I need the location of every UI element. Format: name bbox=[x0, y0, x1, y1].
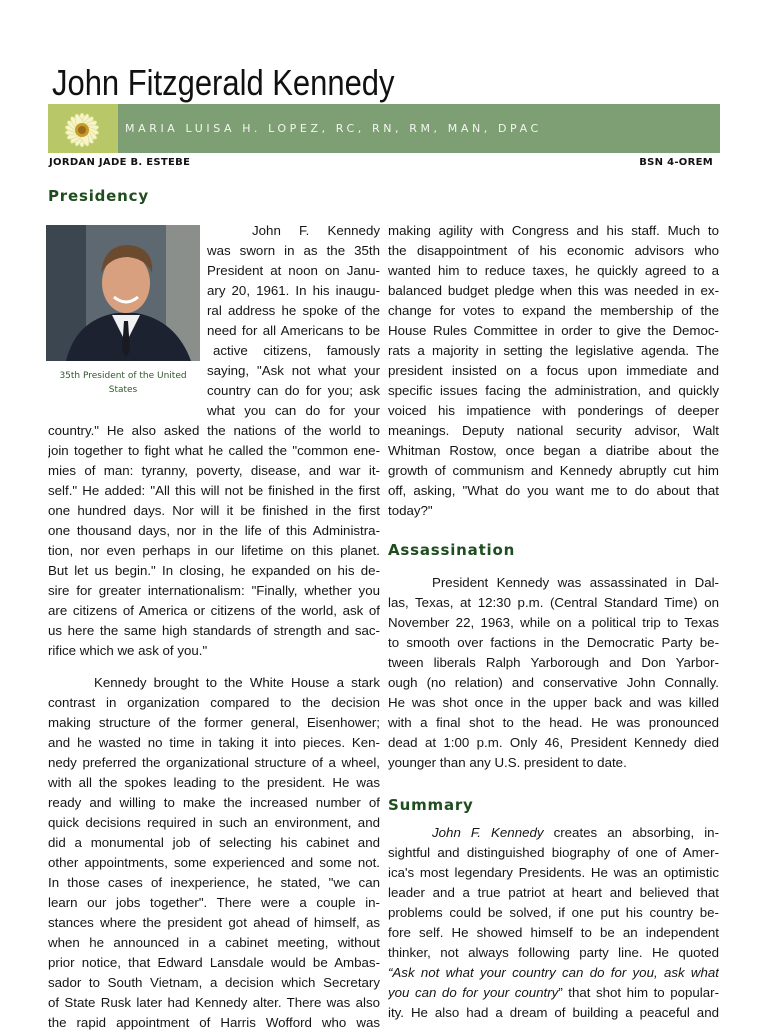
kennedy-portrait bbox=[46, 225, 200, 361]
left-lines-line: ary 20, 1961. In his inaugu- bbox=[207, 283, 380, 298]
right-pres-lines-line: balanced budget pledge when this was needed in ex- bbox=[388, 283, 719, 298]
summary-line: ity. He also had a dream of building a peaceful and bbox=[388, 1005, 719, 1020]
left-lines-line: when he announced in a cabinet meeting, without bbox=[48, 935, 380, 950]
banner-instructor: MARIA LUISA H. LOPEZ, RC, RN, RM, MAN, DPAC bbox=[125, 122, 542, 135]
left-lines-line: tion, nor even perhaps in our lifetime on this planet. bbox=[48, 543, 380, 558]
left-lines-line: But let us begin." In closing, he expanded on his de- bbox=[48, 563, 380, 578]
left-lines-line: nedy preferred the organizational structure of a wheel, bbox=[48, 755, 380, 770]
left-lines-line: other appointments, some experienced and some not. bbox=[48, 855, 380, 870]
summary-line: leader and a true patriot at heart and believed that bbox=[388, 885, 719, 900]
left-lines-line: did a monumental job of selecting his cabinet and bbox=[48, 835, 380, 850]
left-lines-line: self." He added: "All this will not be finished in the first bbox=[48, 483, 380, 498]
left-lines-line: In those cases of inexperience, he stated, "we can bbox=[48, 875, 380, 890]
summary-line: thinker, not always following party line. He quoted bbox=[388, 945, 719, 960]
left-lines-line: active citizens, famously bbox=[213, 343, 380, 358]
left-lines-line: sire for greater internationalism: "Finally, whether you bbox=[48, 583, 380, 598]
left-lines-line: sador to South Vietnam, a decision which Secretary bbox=[48, 975, 380, 990]
summary-heading: Summary bbox=[388, 796, 474, 814]
assassination-lines-line: younger than any U.S. president to date. bbox=[388, 755, 627, 770]
course-label: BSN 4-OREM bbox=[639, 157, 713, 168]
assassination-heading: Assassination bbox=[388, 541, 516, 559]
right-pres-lines-line: making agility with Congress and his staff. Much to bbox=[388, 223, 719, 238]
flower-logo bbox=[48, 104, 118, 153]
assassination-lines-line: dead at 1:00 p.m. Only 46, President Kennedy died bbox=[388, 735, 719, 750]
assassination-lines-line: He was shot once in the upper back and was killed bbox=[388, 695, 719, 710]
left-lines-line: ready and willing to make the increased number of bbox=[48, 795, 380, 810]
left-lines-line: stances where the president got ahead of himself, as bbox=[48, 915, 380, 930]
left-lines-line: with all the spokes leading to the president. He was bbox=[48, 775, 380, 790]
presidency-heading: Presidency bbox=[48, 187, 149, 205]
left-lines-line: John F. Kennedy bbox=[252, 223, 380, 238]
summary-line: John F. Kennedy creates an absorbing, in- bbox=[432, 825, 719, 840]
summary-line: problems could be solved, if one put his country be- bbox=[388, 905, 719, 920]
assassination-lines-line: tween liberals Ralph Yarborough and Don Yarbor- bbox=[388, 655, 719, 670]
left-lines-line: mies of man: tyranny, poverty, disease, and war it- bbox=[48, 463, 380, 478]
right-pres-lines-line: the disappointment of his economic advisors who bbox=[388, 243, 719, 258]
summary-line: fore self. He showed himself to be an independent bbox=[388, 925, 719, 940]
right-pres-lines-line: voiced his impatience with ponderings of deeper bbox=[388, 403, 719, 418]
right-pres-lines-line: today?" bbox=[388, 503, 433, 518]
right-pres-lines-line: meanings. Deputy national security advisor, Walt bbox=[388, 423, 719, 438]
left-lines-line: us here the same high standards of strength and sac- bbox=[48, 623, 380, 638]
document-title: John Fitzgerald Kennedy bbox=[52, 62, 395, 103]
left-lines-line: President at noon on Janu- bbox=[207, 263, 380, 278]
left-lines-line: quick decisions required in such an environment, and bbox=[48, 815, 380, 830]
right-pres-lines-line: rats a majority in setting the legislative agenda. The bbox=[388, 343, 719, 358]
left-lines-line: ral address he spoke of the bbox=[207, 303, 380, 318]
left-lines-line: need for all Americans to be bbox=[207, 323, 380, 338]
summary-line: “Ask not what your country can do for you, ask what bbox=[388, 965, 719, 980]
left-lines-line: making structure of the former general, Eisenhower; bbox=[48, 715, 380, 730]
left-lines-line: rifice which we ask of you." bbox=[48, 643, 208, 658]
left-lines-line: and he wasted no time in taking it into pieces. Ken- bbox=[48, 735, 380, 750]
right-pres-lines-line: president insisted on a focus upon immediate and bbox=[388, 363, 719, 378]
right-pres-lines-line: specific issues facing the administration, and quickly bbox=[388, 383, 719, 398]
photo-caption: 35th President of the United States bbox=[59, 371, 187, 395]
right-pres-lines-line: change for votes to expand the membership of the bbox=[388, 303, 719, 318]
left-lines-line: what you can do for your bbox=[207, 403, 380, 418]
left-lines-line: country." He also asked the nations of the world to bbox=[48, 423, 380, 438]
left-lines-line: join together to fight what he called the "common ene- bbox=[48, 443, 380, 458]
assassination-lines-line: ough (no relation) and conservative John Connally. bbox=[388, 675, 719, 690]
left-lines-line: Kennedy brought to the White House a stark bbox=[94, 675, 380, 690]
left-lines-line: one hundred days. Nor will it be finished in the first bbox=[48, 503, 380, 518]
left-lines-line: are citizens of America or citizens of the world, ask of bbox=[48, 603, 380, 618]
right-pres-lines-line: Whitman Rostow, once began a diatribe about the bbox=[388, 443, 719, 458]
right-pres-lines-line: growth of communism and Kennedy abruptly cut him bbox=[388, 463, 719, 478]
right-pres-lines-line: wanted him to reduce taxes, he quickly agreed to a bbox=[388, 263, 719, 278]
right-pres-lines-line: off, asking, "What do you want me to do about that bbox=[388, 483, 719, 498]
left-lines-line: country can do for you; ask bbox=[207, 383, 380, 398]
left-lines-line: contrast in organization compared to the decision bbox=[48, 695, 380, 710]
assassination-lines-line: to smooth over factions in the Democratic Party be- bbox=[388, 635, 719, 650]
header-banner bbox=[48, 104, 720, 153]
left-lines-line: saying, "Ask not what your bbox=[207, 363, 380, 378]
right-pres-lines-line: House Rules Committee in order to give the Democ- bbox=[388, 323, 719, 338]
assassination-lines-line: November 22, 1963, while on a political trip to Texas bbox=[388, 615, 719, 630]
left-lines-line: the rapid appointment of Harris Wofford who was bbox=[48, 1015, 380, 1030]
left-lines-line: one thousand days, nor in the life of this Administra- bbox=[48, 523, 380, 538]
left-lines-line: prior notice, that Edward Lansdale would be Ambas- bbox=[48, 955, 380, 970]
left-lines-line: of State Rusk later had Kennedy alter. There was also bbox=[48, 995, 380, 1010]
summary-line: ica's most legendary Presidents. He was an optimistic bbox=[388, 865, 719, 880]
summary-line: you can do for your country” that shot him to popular- bbox=[388, 985, 719, 1000]
left-lines-line: learn our jobs together". There were a couple in- bbox=[48, 895, 380, 910]
summary-line: sightful and distinguished biography of one of Amer- bbox=[388, 845, 719, 860]
assassination-lines-line: with a final shot to the head. He was pronounced bbox=[388, 715, 719, 730]
assassination-lines-line: President Kennedy was assassinated in Dal- bbox=[432, 575, 719, 590]
left-lines-line: was sworn in as the 35th bbox=[207, 243, 380, 258]
author-name: JORDAN JADE B. ESTEBE bbox=[49, 157, 191, 168]
assassination-lines-line: las, Texas, at 12:30 p.m. (Central Standard Time) on bbox=[388, 595, 719, 610]
